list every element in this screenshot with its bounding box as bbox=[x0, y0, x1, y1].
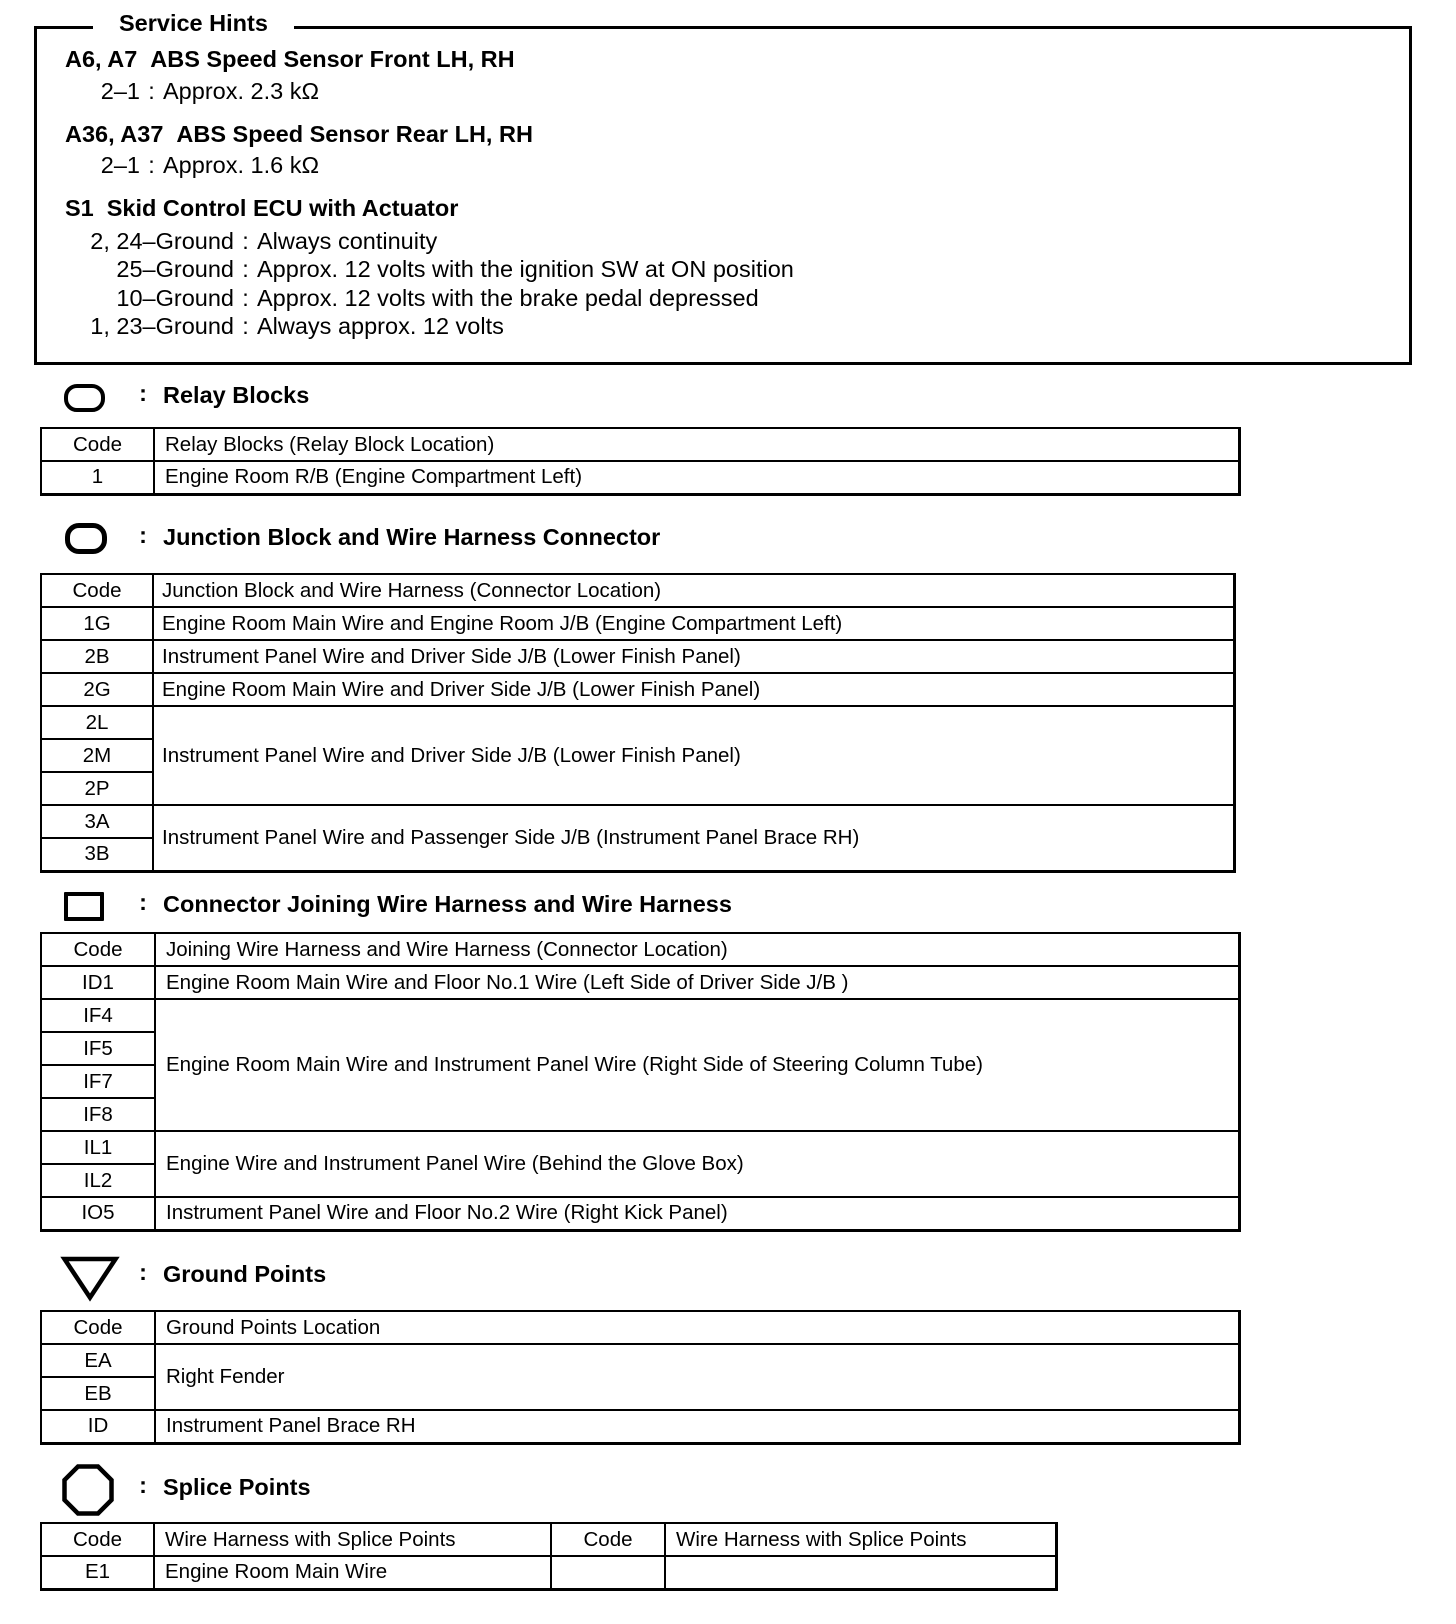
ground-points-legend bbox=[0, 1259, 900, 1289]
table-row bbox=[41, 1197, 1240, 1230]
check-condition: Always approx. 12 volts bbox=[257, 313, 504, 339]
component-name: ABS Speed Sensor Rear LH, RH bbox=[176, 121, 533, 147]
table-body bbox=[41, 428, 1240, 494]
description-cell: Engine Room Main Wire bbox=[154, 1556, 551, 1589]
junction-blocks-legend bbox=[0, 522, 900, 552]
component-name: Skid Control ECU with Actuator bbox=[106, 195, 459, 221]
code-column-header: Code bbox=[41, 1523, 154, 1556]
check-terminals: 2, 24–Ground bbox=[90, 228, 234, 254]
connectors-title: Connector Joining Wire Harness and Wire Harness bbox=[163, 891, 732, 917]
code-cell: IF7 bbox=[41, 1065, 155, 1098]
junction-blocks-title: Junction Block and Wire Harness Connector bbox=[163, 524, 661, 550]
table-row bbox=[41, 805, 1235, 838]
code-cell: 2G bbox=[41, 673, 153, 706]
splice-point-icon bbox=[62, 1464, 114, 1516]
check-line bbox=[37, 284, 759, 312]
code-cell: 1 bbox=[41, 461, 154, 494]
code-cell: 3A bbox=[41, 805, 153, 838]
description-cell: Engine Room Main Wire and Instrument Panel Wire (Right Side of Steering Column Tube) bbox=[155, 999, 1240, 1131]
code-cell: 2M bbox=[41, 739, 153, 772]
service-hints-box bbox=[34, 10, 1412, 365]
splice-points-table bbox=[40, 1522, 1058, 1591]
code-cell bbox=[551, 1556, 665, 1589]
legend-separator: : bbox=[139, 1472, 147, 1498]
description-cell: Engine Room R/B (Engine Compartment Left) bbox=[154, 461, 1240, 494]
check-terminals: 1, 23–Ground bbox=[90, 313, 234, 339]
table-row bbox=[41, 999, 1240, 1032]
component-heading bbox=[65, 194, 458, 222]
relay-blocks-table bbox=[40, 427, 1241, 496]
service-hints-title: Service Hints bbox=[93, 9, 294, 37]
component-code: A6, A7 bbox=[65, 46, 138, 72]
check-condition: Approx. 12 volts with the ignition SW at ON position bbox=[257, 256, 794, 282]
component-code: A36, A37 bbox=[65, 121, 164, 147]
legend-separator: : bbox=[139, 380, 147, 406]
code-cell: IF5 bbox=[41, 1032, 155, 1065]
table-row bbox=[41, 966, 1240, 999]
table-header-row bbox=[41, 428, 1240, 461]
check-condition: Always continuity bbox=[257, 228, 438, 254]
description-column-header: Joining Wire Harness and Wire Harness (Connector Location) bbox=[155, 933, 1240, 966]
check-condition: Approx. 1.6 kΩ bbox=[163, 152, 320, 178]
code-cell: IF8 bbox=[41, 1098, 155, 1131]
legend-separator: : bbox=[139, 1259, 147, 1285]
code-cell: E1 bbox=[41, 1556, 154, 1589]
relay-blocks-legend bbox=[0, 380, 900, 410]
check-line bbox=[37, 312, 504, 340]
code-cell: ID bbox=[41, 1410, 155, 1443]
relay-blocks-title: Relay Blocks bbox=[163, 382, 310, 408]
table-row bbox=[41, 1410, 1240, 1443]
table-header-row bbox=[41, 574, 1235, 607]
code-cell: 2B bbox=[41, 640, 153, 673]
description-column-header: Relay Blocks (Relay Block Location) bbox=[154, 428, 1240, 461]
description-cell: Engine Room Main Wire and Engine Room J/B (Engine Compartment Left) bbox=[153, 607, 1235, 640]
check-separator: : bbox=[242, 285, 249, 311]
description-cell bbox=[665, 1556, 1057, 1589]
check-terminals: 2–1 bbox=[100, 78, 140, 104]
check-terminals: 10–Ground bbox=[116, 285, 234, 311]
check-separator: : bbox=[148, 152, 155, 178]
code-column-header: Code bbox=[41, 428, 154, 461]
check-separator: : bbox=[148, 78, 155, 104]
table-body bbox=[41, 933, 1240, 1230]
component-name: ABS Speed Sensor Front LH, RH bbox=[150, 46, 515, 72]
check-line bbox=[37, 227, 437, 255]
table-row bbox=[41, 706, 1235, 739]
table-body bbox=[41, 1523, 1057, 1589]
check-terminals: 25–Ground bbox=[116, 256, 234, 282]
description-cell: Instrument Panel Wire and Floor No.2 Wire (Right Kick Panel) bbox=[155, 1197, 1240, 1230]
connectors-table bbox=[40, 932, 1241, 1232]
code-column-header: Code bbox=[41, 933, 155, 966]
check-condition: Approx. 12 volts with the brake pedal depressed bbox=[257, 285, 759, 311]
code-cell: IF4 bbox=[41, 999, 155, 1032]
code-cell: 3B bbox=[41, 838, 153, 871]
description-cell: Instrument Panel Wire and Driver Side J/B (Lower Finish Panel) bbox=[153, 640, 1235, 673]
code-cell: 2P bbox=[41, 772, 153, 805]
description-column-header: Wire Harness with Splice Points bbox=[665, 1523, 1057, 1556]
table-row bbox=[41, 461, 1240, 494]
table-header-row bbox=[41, 1311, 1240, 1344]
component-code: S1 bbox=[65, 195, 94, 221]
table-row bbox=[41, 1344, 1240, 1377]
junction-blocks-table bbox=[40, 573, 1236, 873]
check-terminals: 2–1 bbox=[100, 152, 140, 178]
code-cell: 1G bbox=[41, 607, 153, 640]
relay-block-icon bbox=[64, 384, 105, 412]
legend-separator: : bbox=[139, 889, 147, 915]
check-line bbox=[37, 255, 794, 283]
code-cell: IL2 bbox=[41, 1164, 155, 1197]
description-cell: Engine Wire and Instrument Panel Wire (Behind the Glove Box) bbox=[155, 1131, 1240, 1197]
splice-points-legend bbox=[0, 1472, 900, 1502]
connector-icon bbox=[64, 892, 104, 921]
table-row bbox=[41, 1556, 1057, 1589]
table-header-row bbox=[41, 933, 1240, 966]
check-separator: : bbox=[242, 256, 249, 282]
legend-separator: : bbox=[139, 522, 147, 548]
description-cell: Instrument Panel Wire and Driver Side J/B (Lower Finish Panel) bbox=[153, 706, 1235, 805]
code-cell: EA bbox=[41, 1344, 155, 1377]
ground-points-title: Ground Points bbox=[163, 1261, 327, 1287]
table-row bbox=[41, 673, 1235, 706]
code-column-header: Code bbox=[41, 1311, 155, 1344]
code-column-header: Code bbox=[41, 574, 153, 607]
table-header-row bbox=[41, 1523, 1057, 1556]
table-body bbox=[41, 574, 1235, 871]
splice-points-title: Splice Points bbox=[163, 1474, 311, 1500]
table-row bbox=[41, 607, 1235, 640]
check-separator: : bbox=[242, 228, 249, 254]
table-row bbox=[41, 640, 1235, 673]
junction-block-icon bbox=[65, 523, 107, 554]
description-cell: Instrument Panel Brace RH bbox=[155, 1410, 1240, 1443]
description-column-header: Ground Points Location bbox=[155, 1311, 1240, 1344]
check-line bbox=[37, 151, 319, 179]
description-column-header: Junction Block and Wire Harness (Connector Location) bbox=[153, 574, 1235, 607]
code-column-header: Code bbox=[551, 1523, 665, 1556]
code-cell: ID1 bbox=[41, 966, 155, 999]
description-cell: Instrument Panel Wire and Passenger Side J/B (Instrument Panel Brace RH) bbox=[153, 805, 1235, 871]
description-cell: Right Fender bbox=[155, 1344, 1240, 1410]
connectors-legend bbox=[0, 889, 900, 919]
ground-point-icon bbox=[62, 1256, 118, 1300]
ground-points-table bbox=[40, 1310, 1241, 1445]
description-column-header: Wire Harness with Splice Points bbox=[154, 1523, 551, 1556]
component-heading bbox=[65, 120, 533, 148]
check-condition: Approx. 2.3 kΩ bbox=[163, 78, 320, 104]
component-heading bbox=[65, 45, 515, 73]
description-cell: Engine Room Main Wire and Driver Side J/B (Lower Finish Panel) bbox=[153, 673, 1235, 706]
code-cell: 2L bbox=[41, 706, 153, 739]
code-cell: EB bbox=[41, 1377, 155, 1410]
check-separator: : bbox=[242, 313, 249, 339]
table-row bbox=[41, 1131, 1240, 1164]
check-line bbox=[37, 77, 319, 105]
description-cell: Engine Room Main Wire and Floor No.1 Wire (Left Side of Driver Side J/B ) bbox=[155, 966, 1240, 999]
table-body bbox=[41, 1311, 1240, 1443]
code-cell: IL1 bbox=[41, 1131, 155, 1164]
code-cell: IO5 bbox=[41, 1197, 155, 1230]
